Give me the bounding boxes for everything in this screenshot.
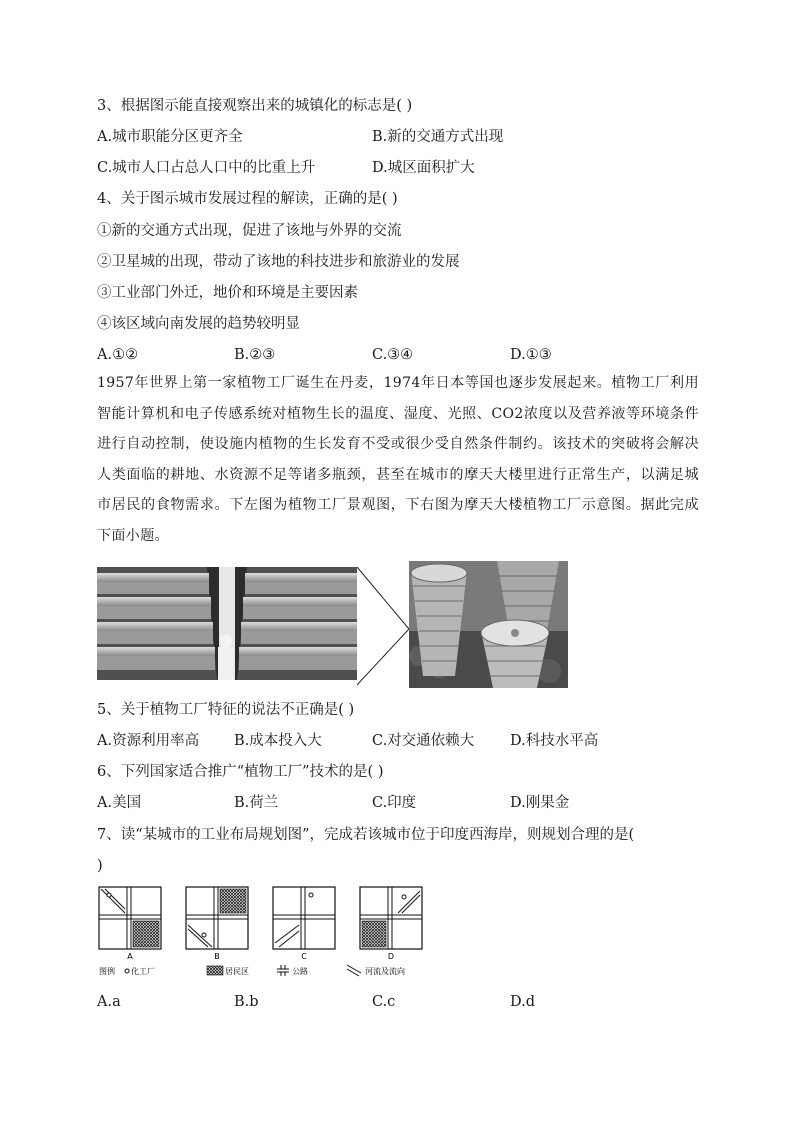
q4-statement-1: ①新的交通方式出现，促进了该地与外界的交流 — [97, 223, 402, 239]
q5-option-a: A.资源利用率高 — [97, 733, 200, 749]
q3-option-c: C.城市人口占总人口中的比重上升 — [97, 160, 316, 176]
map-label-c: C — [301, 952, 307, 961]
skyscraper-plant-factory-image — [409, 561, 568, 688]
map-a — [99, 887, 161, 949]
q3-stem: 3、根据图示能直接观察出来的城镇化的标志是( ) — [97, 98, 413, 114]
q6-stem: 6、下列国家适合推广“植物工厂”技术的是( ) — [97, 764, 384, 780]
q7-option-c: C.c — [372, 994, 396, 1010]
legend-chem-plant: 化工厂 — [131, 967, 155, 976]
q5-option-c: C.对交通依赖大 — [372, 733, 475, 749]
legend-residential: 居民区 — [225, 967, 249, 976]
legend-title: 图例 — [99, 967, 115, 976]
chem-plant-symbol — [125, 969, 129, 973]
q6-option-b: B.荷兰 — [234, 795, 279, 811]
q5-stem: 5、关于植物工厂特征的说法不正确是( ) — [97, 702, 355, 718]
residential-symbol — [207, 966, 223, 975]
map-c — [273, 887, 335, 949]
q6-option-a: A.美国 — [97, 795, 142, 811]
q7-stem: 7、读“某城市的工业布局规划图”，完成若该城市位于印度西海岸，则规划合理的是( — [97, 827, 635, 843]
q7-option-b: B.b — [234, 994, 259, 1010]
map-label-a: A — [127, 952, 133, 961]
map-b — [186, 887, 248, 949]
road-symbol — [277, 965, 289, 976]
industrial-layout-maps — [97, 885, 427, 980]
q7-option-a: A.a — [97, 994, 121, 1010]
map-label-d: D — [387, 952, 395, 961]
plant-factory-photo — [97, 567, 357, 680]
q6-option-d: D.刚果金 — [510, 795, 570, 811]
q4-statement-3: ③工业部门外迁，地价和环境是主要因素 — [97, 285, 358, 301]
q4-statement-2: ②卫星城的出现，带动了该地的科技进步和旅游业的发展 — [97, 254, 460, 270]
map-label-b: B — [214, 952, 220, 961]
q5-option-d: D.科技水平高 — [510, 733, 599, 749]
q7-option-d: D.d — [510, 994, 535, 1010]
q6-option-c: C.印度 — [372, 795, 417, 811]
q4-statement-4: ④该区域向南发展的趋势较明显 — [97, 316, 300, 332]
legend-road: 公路 — [292, 967, 308, 976]
photo-connector — [357, 561, 411, 691]
q4-option-b: B.②③ — [234, 347, 276, 363]
q5-option-b: B.成本投入大 — [234, 733, 322, 749]
river-symbol — [347, 965, 361, 976]
legend-river: 河流及流向 — [365, 967, 405, 976]
q7-stem-continued: ) — [97, 858, 103, 874]
q3-option-b: B.新的交通方式出现 — [372, 129, 504, 145]
q4-option-c: C.③④ — [372, 347, 414, 363]
q4-option-d: D.①③ — [510, 347, 552, 363]
map-d — [360, 887, 422, 949]
material-paragraph: 1957年世界上第一家植物工厂诞生在丹麦，1974年日本等国也逐步发展起来。植物工厂利用智能计算机和电子传感系统对植物生长的温度、湿度、光照、CO2浓度以及营养液等环境条件进行自动控制，使设施内植物的生长发育不受或很少受自然条件制约。该技术的突破将会解决人类面临的耕地、水资源不足等诸多瓶颈，甚至在城市的摩天大楼里进行正常生产，以满足城市居民的食物需求。下左图为植物工厂景观图，下右图为摩天大楼植物工厂示意图。据此完成下面小题。 — [97, 375, 699, 544]
q3-option-a: A.城市职能分区更齐全 — [97, 129, 243, 145]
q4-option-a: A.①② — [97, 347, 139, 363]
q3-option-d: D.城区面积扩大 — [372, 160, 475, 176]
q4-stem: 4、关于图示城市发展过程的解读，正确的是( ) — [97, 191, 398, 207]
